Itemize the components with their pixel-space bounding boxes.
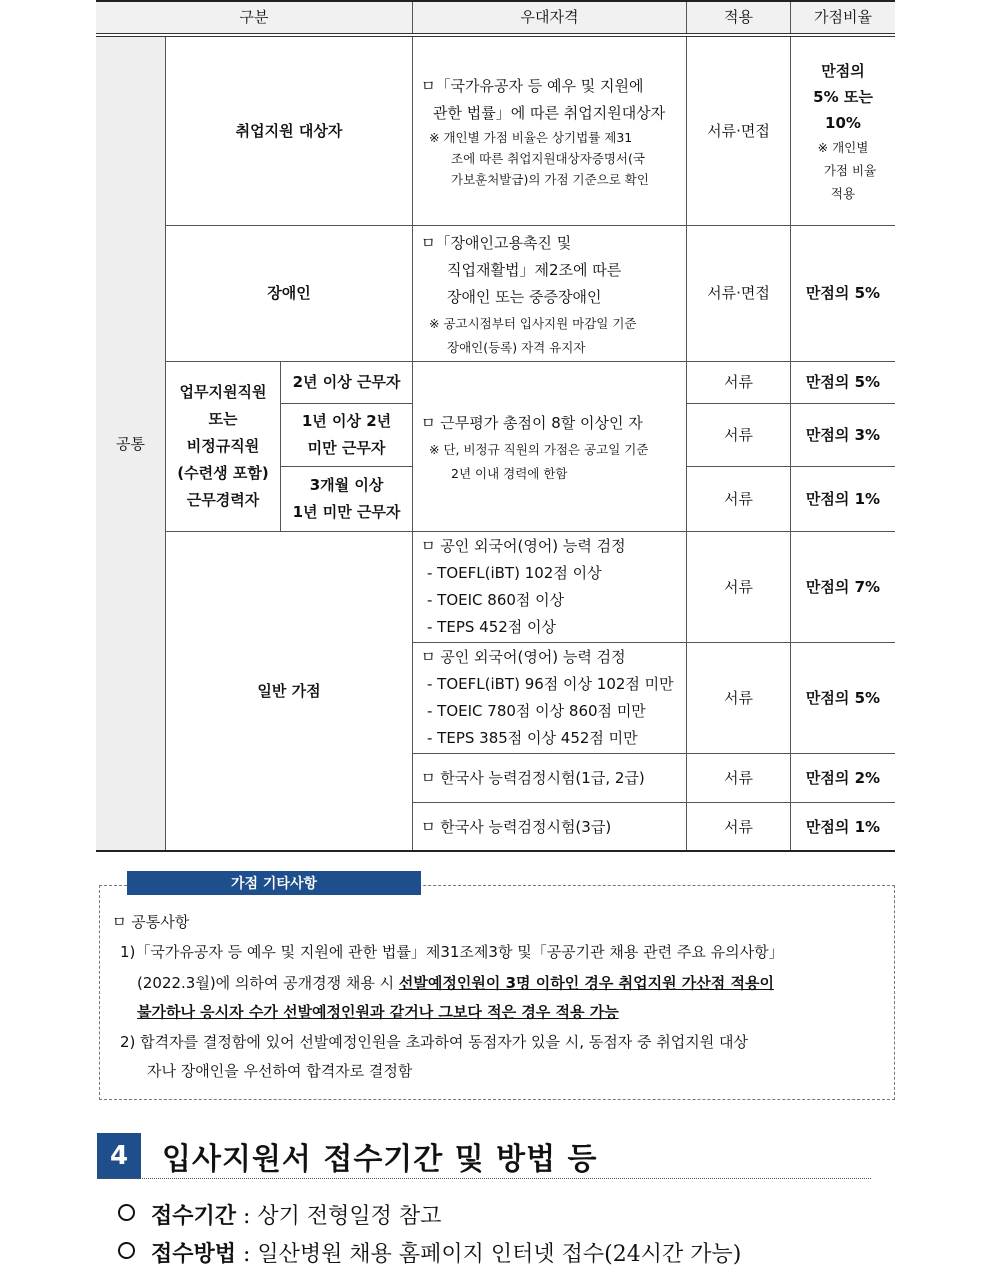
korean-history-3-apply: 서류 (687, 803, 791, 851)
employment-support-rate (791, 37, 895, 226)
notes-p1-line2-text: (2022.3월)에 의하여 공개경쟁 채용 시 (137, 974, 399, 992)
qual-line: 장애인 또는 중증장애인 (447, 287, 602, 306)
language-high-apply: 서류 (687, 532, 791, 643)
notes-p1-line1: 1)「국가유공자 등 예우 및 지원에 관한 법률」제31조제3항 및「공공기관 채용 관련 주요 유의사항」 (120, 943, 784, 961)
work-2y-label: 2년 이상 근무자 (281, 362, 413, 404)
qual-line: - TEPS 452점 이상 (427, 618, 557, 636)
qual-line: ㅁ「국가유공자 등 예우 및 지원에 (421, 76, 644, 95)
language-mid-qualification (413, 643, 687, 754)
common-cell: 공통 (96, 37, 166, 851)
qual-line: - TEPS 385점 이상 452점 미만 (427, 729, 638, 747)
work-1-2y-apply: 서류 (687, 404, 791, 467)
note-line: 조에 따른 취업지원대상자증명서(국 (451, 150, 645, 166)
header-rate: 가점비율 (791, 2, 895, 33)
disabled-apply: 서류·면접 (687, 226, 791, 362)
label-line: 미만 근무자 (307, 439, 386, 457)
item-value: : 일산병원 채용 홈페이지 인터넷 접수(24시간 가능) (236, 1242, 742, 1267)
rate-note: ※ 개인별 (817, 139, 869, 155)
qual-line: 직업재활법」제2조에 따른 (447, 260, 622, 279)
label-line: 비정규직원 (186, 437, 260, 455)
notes-p1-line2 (137, 973, 774, 993)
general-label: 일반 가점 (166, 532, 413, 851)
work-3m-1y-apply: 서류 (687, 467, 791, 532)
item-value: : 상기 전형일정 참고 (236, 1204, 442, 1229)
qual-line: - TOEFL(iBT) 102점 이상 (427, 564, 602, 582)
note-line: 2년 이내 경력에 한함 (451, 465, 568, 481)
language-mid-rate: 만점의 5% (791, 643, 895, 754)
notes-p1-line2-emphasis: 선발예정인원이 3명 이하인 경우 취업지원 가산점 적용이 (398, 974, 774, 992)
note-line: ※ 개인별 가점 비율은 상기법률 제31 (429, 129, 633, 145)
table-bottom-rule (96, 850, 895, 852)
notes-p2-line1: 2) 합격자를 결정함에 있어 선발예정인원을 초과하여 동점자가 있을 시, 동점자 중 취업지원 대상 (120, 1033, 749, 1051)
work-2y-apply: 서류 (687, 362, 791, 404)
qual-line: - TOEIC 780점 이상 860점 미만 (427, 702, 646, 720)
work-experience-qualification (413, 362, 687, 532)
section-title: 입사지원서 접수기간 및 방법 등 (162, 1142, 598, 1177)
disabled-label: 장애인 (166, 226, 413, 362)
qual-line: 관한 법률」에 따른 취업지원대상자 (433, 103, 666, 122)
label-line: 1년 이상 2년 (301, 412, 392, 430)
label-line: 근무경력자 (186, 491, 260, 509)
header-qualification: 우대자격 (413, 2, 687, 33)
employment-support-qualification (413, 37, 687, 226)
qual-line: ㅁ 공인 외국어(영어) 능력 검정 (421, 537, 626, 555)
header-category: 구분 (96, 2, 413, 33)
note-line: 가보훈처발급)의 가점 기준으로 확인 (451, 171, 649, 187)
qual-line: ㅁ「장애인고용촉진 및 (421, 233, 572, 252)
korean-history-1-2-rate: 만점의 2% (791, 754, 895, 803)
circle-bullet-icon (118, 1242, 135, 1259)
work-2y-rate: 만점의 5% (791, 362, 895, 404)
label-line: 1년 미만 근무자 (292, 503, 401, 521)
rate-line: 만점의 (821, 61, 865, 80)
header-rule-1 (96, 33, 895, 34)
label-line: 업무지원직원 (179, 383, 267, 401)
qual-line: ㅁ 근무평가 총점이 8할 이상인 자 (421, 413, 643, 432)
rate-line: 5% 또는 (813, 87, 873, 106)
language-mid-apply: 서류 (687, 643, 791, 754)
qual-line: - TOEFL(iBT) 96점 이상 102점 미만 (427, 675, 674, 693)
work-1-2y-rate: 만점의 3% (791, 404, 895, 467)
employment-support-apply: 서류·면접 (687, 37, 791, 226)
korean-history-1-2-qualification: ㅁ 한국사 능력검정시험(1급, 2급) (413, 754, 687, 803)
rate-note: 적용 (830, 185, 856, 201)
korean-history-1-2-apply: 서류 (687, 754, 791, 803)
list-item-period (118, 1199, 441, 1230)
item-key: 접수기간 (151, 1203, 237, 1229)
qual-line: - TOEIC 860점 이상 (427, 591, 565, 609)
rate-line: 10% (825, 113, 861, 132)
label-line: 또는 (208, 410, 238, 428)
bonus-points-table (96, 0, 895, 853)
note-line: 장애인(등록) 자격 유지자 (447, 339, 586, 355)
disabled-qualification (413, 226, 687, 362)
disabled-rate: 만점의 5% (791, 226, 895, 362)
notes-p2-line2: 자나 장애인을 우선하여 합격자로 결정함 (147, 1062, 413, 1080)
note-line: ※ 공고시점부터 입사지원 마감일 기준 (429, 315, 637, 331)
rate-note: 가점 비율 (823, 162, 877, 178)
bonus-notes-title: 가점 기타사항 (127, 871, 421, 895)
language-high-rate: 만점의 7% (791, 532, 895, 643)
header-apply: 적용 (687, 2, 791, 33)
list-item-method (118, 1237, 741, 1268)
item-key: 접수방법 (151, 1241, 237, 1267)
language-high-qualification (413, 532, 687, 643)
label-line: 3개월 이상 (309, 476, 384, 494)
work-3m-1y-label (281, 467, 413, 532)
notes-p1-line3: 불가하나 응시자 수가 선발예정인원과 같거나 그보다 적은 경우 적용 가능 (137, 1003, 619, 1021)
note-line: ※ 단, 비정규 직원의 가점은 공고일 기준 (429, 441, 649, 457)
work-1-2y-label (281, 404, 413, 467)
section-number-badge: 4 (97, 1133, 141, 1179)
notes-heading: ㅁ 공통사항 (112, 913, 190, 931)
work-experience-label (166, 362, 281, 532)
korean-history-3-rate: 만점의 1% (805, 817, 881, 836)
section-divider (97, 1178, 871, 1179)
qual-line: ㅁ 공인 외국어(영어) 능력 검정 (421, 648, 626, 666)
korean-history-3-qualification: ㅁ 한국사 능력검정시험(3급) (413, 803, 687, 851)
label-line: (수련생 포함) (177, 464, 269, 482)
circle-bullet-icon (118, 1204, 135, 1221)
work-3m-1y-rate: 만점의 1% (791, 467, 895, 532)
employment-support-label: 취업지원 대상자 (166, 37, 413, 226)
